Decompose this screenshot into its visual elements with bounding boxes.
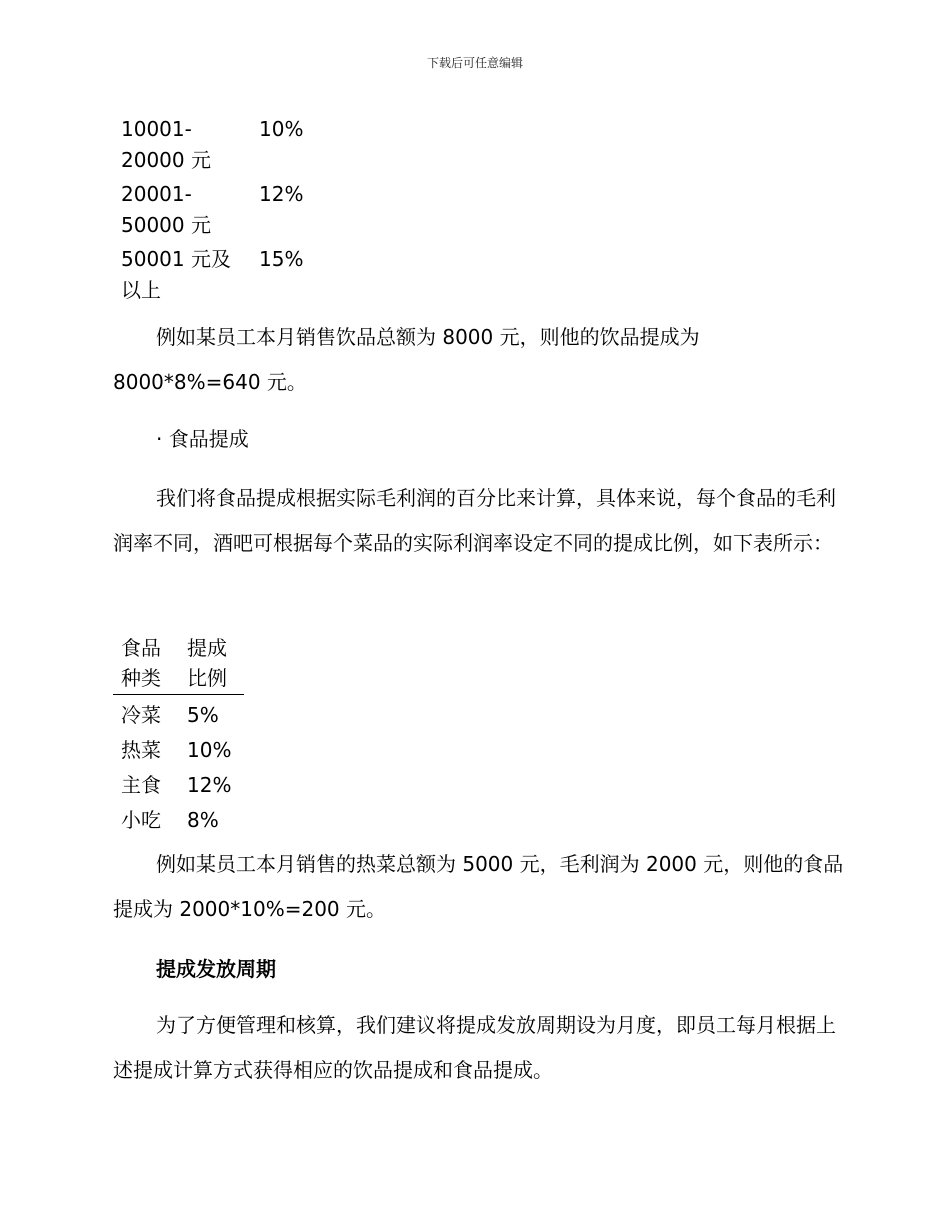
food-intro-paragraph: 我们将食品提成根据实际毛利润的百分比来计算，具体来说，每个食品的毛利润率不同，酒吧可根据每个菜品的实际利润率设定不同的提成比例，如下表所示： <box>113 486 836 555</box>
header-commission-rate: 提成 比例 <box>187 633 244 695</box>
food-rate-cell: 5% <box>187 703 219 727</box>
table-row <box>121 244 319 309</box>
food-commission-table <box>113 633 244 835</box>
table-row <box>113 765 244 800</box>
food-rate-cell: 10% <box>187 738 232 762</box>
tier-rate-cell: 10% <box>259 117 304 141</box>
table-row <box>113 730 244 765</box>
payout-period-paragraph: 为了方便管理和核算，我们建议将提成发放周期设为月度，即员工每月根据上述提成计算方式获得相应的饮品提成和食品提成。 <box>113 1013 836 1082</box>
food-category-cell: 热菜 <box>121 738 161 762</box>
tier-range-cell: 10001- 20000 元 <box>121 117 211 172</box>
table-row <box>121 179 319 244</box>
drink-example-paragraph: 例如某员工本月销售饮品总额为 8000 元，则他的饮品提成为 8000*8%=640 元。 <box>113 325 700 394</box>
food-rate-cell: 12% <box>187 773 232 797</box>
table-row <box>113 695 244 731</box>
tier-range-cell: 20001- 50000 元 <box>121 182 211 237</box>
food-category-cell: 冷菜 <box>121 703 161 727</box>
tier-range-cell: 50001 元及 以上 <box>121 247 231 302</box>
header-food-category: 食品 种类 <box>113 633 187 695</box>
page-header: 下载后可任意编辑 <box>426 56 523 70</box>
food-category-cell: 主食 <box>121 773 161 797</box>
table-header-row <box>113 633 244 695</box>
table-row <box>113 800 244 835</box>
food-example-paragraph: 例如某员工本月销售的热菜总额为 5000 元，毛利润为 2000 元，则他的食品提成为 2000*10%=200 元。 <box>113 852 844 921</box>
section-heading-payout-period: 提成发放周期 <box>156 957 276 981</box>
food-category-cell: 小吃 <box>121 808 161 832</box>
food-commission-bullet: · 食品提成 <box>156 427 249 451</box>
tier-rate-cell: 12% <box>259 182 304 206</box>
tier-rate-cell: 15% <box>259 247 304 271</box>
food-rate-cell: 8% <box>187 808 219 832</box>
sales-tier-table <box>121 114 319 309</box>
table-row <box>121 114 319 179</box>
